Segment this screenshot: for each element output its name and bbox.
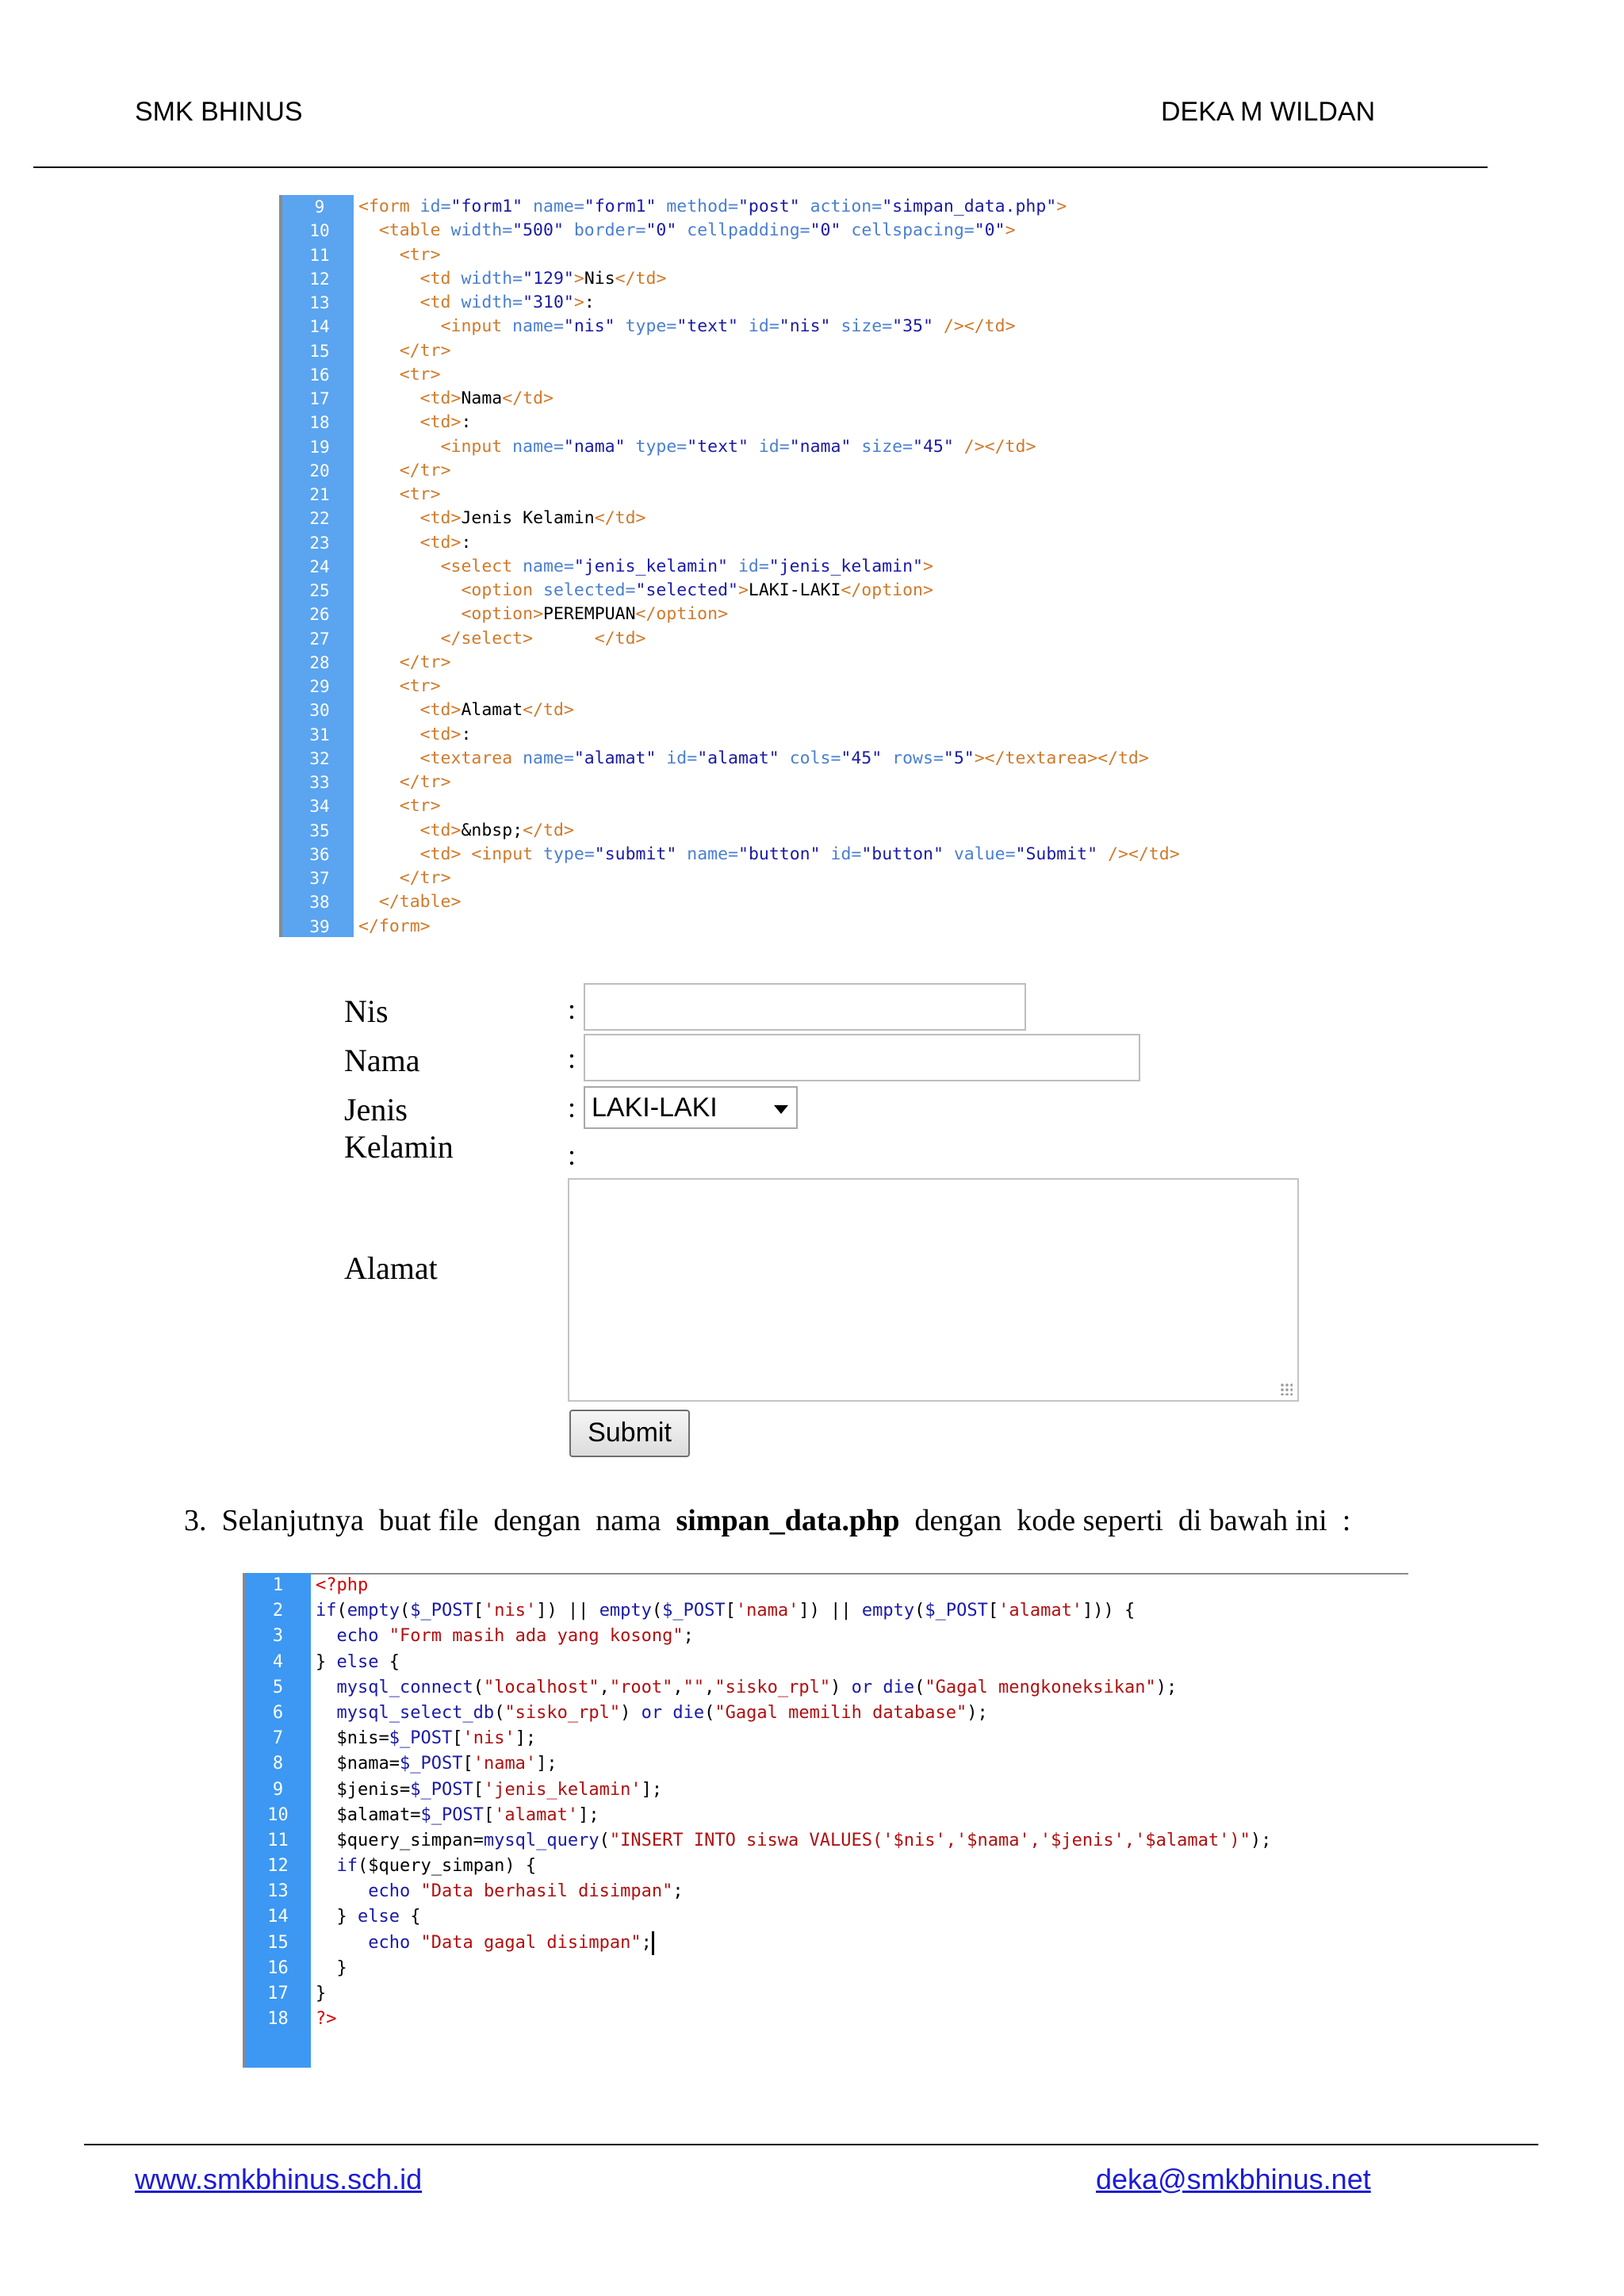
code-line: <input name="nama" type="text" id="nama" size="45" /></td> <box>440 436 1036 457</box>
jenis-kelamin-select[interactable] <box>584 1086 798 1129</box>
line-number: 16 <box>267 1957 289 1978</box>
code-line: </form> <box>358 916 431 936</box>
line-number: 38 <box>309 893 330 913</box>
code-line: $nama=$_POST['nama']; <box>316 1754 557 1774</box>
line-number: 32 <box>309 748 330 768</box>
code-line: <tr> <box>399 364 441 385</box>
code-line: ?> <box>316 2009 337 2030</box>
step-text-after: dengan kode seperti di bawah ini : <box>899 1504 1351 1537</box>
nama-input[interactable] <box>584 1034 1140 1081</box>
code-line: <?php <box>316 1575 369 1595</box>
line-number: 2 <box>272 1601 284 1621</box>
line-number: 30 <box>309 701 330 721</box>
step-filename: simpan_data.php <box>676 1504 900 1537</box>
line-number: 8 <box>272 1754 284 1774</box>
line-number: 14 <box>267 1907 289 1927</box>
line-number: 21 <box>309 485 330 504</box>
line-number: 37 <box>309 869 330 888</box>
alamat-colon: : <box>568 1139 576 1171</box>
nama-colon: : <box>568 1043 576 1074</box>
code-lines <box>358 195 1180 939</box>
code-line: </tr> <box>399 652 451 672</box>
resize-grip-icon[interactable] <box>1280 1383 1293 1395</box>
submit-button[interactable]: Submit <box>569 1410 690 1457</box>
line-number: 26 <box>309 605 330 625</box>
dropdown-arrow-icon <box>774 1105 788 1114</box>
nis-colon: : <box>568 993 576 1025</box>
line-number: 29 <box>309 677 330 696</box>
step-number: 3. <box>184 1504 207 1537</box>
line-number: 28 <box>309 652 330 672</box>
line-number: 17 <box>267 1984 289 2003</box>
line-number: 31 <box>309 725 330 744</box>
line-number: 39 <box>309 916 330 936</box>
alamat-textarea[interactable] <box>568 1178 1299 1402</box>
line-number: 24 <box>309 557 330 576</box>
nis-input[interactable] <box>584 983 1026 1031</box>
line-number: 11 <box>267 1830 289 1850</box>
line-number: 1 <box>272 1575 284 1595</box>
code-line: </select> </td> <box>440 628 646 649</box>
line-number: 36 <box>309 844 330 864</box>
jenis-kelamin-colon: : <box>568 1092 576 1123</box>
line-number: 10 <box>267 1804 289 1825</box>
code-line: </tr> <box>399 868 451 888</box>
line-number: 18 <box>309 413 330 433</box>
code-line: <td> <input type="submit" name="button" id="button" value="Submit" /></td> <box>419 844 1180 864</box>
code-line: } <box>316 1957 347 1978</box>
line-number: 27 <box>309 629 330 649</box>
code-line: <td>: <box>419 412 472 433</box>
code-line: <form id="form1" name="form1" method="post" action="simpan_data.php"> <box>358 197 1067 216</box>
line-number: 19 <box>309 437 330 457</box>
code-line: <table width="500" border="0" cellpadding="0" cellspacing="0"> <box>378 220 1016 241</box>
code-line: <td>Jenis Kelamin</td> <box>419 508 646 529</box>
code-line: <option selected="selected">LAKI-LAKI</option> <box>461 580 933 600</box>
code-line: <select name="jenis_kelamin" id="jenis_kelamin"> <box>440 556 933 576</box>
code-line: $query_simpan=mysql_query("INSERT INTO siswa VALUES('$nis','$nama','$jenis','$alamat')"); <box>316 1830 1272 1850</box>
select-value: LAKI-LAKI <box>592 1093 718 1123</box>
code-line: mysql_connect("localhost","root","","sisko_rpl") or die("Gagal mengkoneksikan"); <box>336 1677 1178 1697</box>
code-line: if($query_simpan) { <box>336 1856 537 1877</box>
step-text-before: Selanjutnya buat file dengan nama <box>221 1504 676 1537</box>
code-line: <td>&nbsp;</td> <box>419 820 574 840</box>
line-number: 12 <box>267 1856 289 1877</box>
line-number: 25 <box>309 581 330 600</box>
line-number: 23 <box>309 533 330 553</box>
code-line: <td>: <box>419 532 472 553</box>
line-number: 22 <box>309 509 330 529</box>
line-number: 15 <box>309 341 330 361</box>
nama-label: Nama <box>344 1043 420 1078</box>
line-number: 4 <box>272 1651 284 1672</box>
line-number: 13 <box>309 293 330 312</box>
line-number: 12 <box>309 269 330 289</box>
line-number-gutter <box>279 195 354 937</box>
line-number: 14 <box>309 317 330 337</box>
code-line: <tr> <box>399 484 441 504</box>
code-line: } <box>316 1984 327 2003</box>
code-line: } else { <box>316 1907 421 1927</box>
jenis-kelamin-label: Jenis Kelamin <box>344 1092 454 1165</box>
line-number-gutter-php <box>243 1573 311 2068</box>
line-number: 7 <box>272 1728 284 1749</box>
code-line: <textarea name="alamat" id="alamat" cols="45" rows="5"></textarea></td> <box>419 748 1149 768</box>
line-number: 6 <box>272 1702 284 1723</box>
code-line: <td>Nama</td> <box>419 388 553 408</box>
php-code-screenshot <box>243 1573 1408 2068</box>
header-right: DEKA M WILDAN <box>1161 97 1376 127</box>
line-number: 18 <box>267 2009 289 2030</box>
nis-label: Nis <box>344 993 389 1029</box>
html-code-screenshot <box>279 195 1326 937</box>
header-left: SMK BHINUS <box>135 97 303 127</box>
footer-email-link[interactable]: deka@smkbhinus.net <box>1096 2163 1371 2195</box>
code-line: echo "Data gagal disimpan"; <box>316 1931 1271 1956</box>
line-number: 10 <box>309 221 330 241</box>
code-line: </tr> <box>399 460 451 480</box>
code-line: $jenis=$_POST['jenis_kelamin']; <box>316 1779 663 1800</box>
code-line: <td width="129">Nis</td> <box>419 268 667 289</box>
line-number: 3 <box>272 1626 284 1647</box>
line-number: 35 <box>309 821 330 840</box>
code-line: <input name="nis" type="text" id="nis" size="35" /></td> <box>440 316 1016 337</box>
code-line: <option>PEREMPUAN</option> <box>461 604 729 625</box>
code-line: <tr> <box>399 244 441 265</box>
code-line: <td>: <box>419 724 472 744</box>
code-line: mysql_select_db("sisko_rpl") or die("Gagal memilih database"); <box>336 1702 988 1723</box>
php-code-lines <box>316 1573 1271 2032</box>
line-number: 20 <box>309 461 330 480</box>
alamat-label: Alamat <box>344 1250 438 1286</box>
code-line: } else { <box>316 1651 400 1672</box>
line-number: 9 <box>314 197 325 216</box>
line-number: 16 <box>309 365 330 385</box>
code-line: echo "Data berhasil disimpan"; <box>368 1881 684 1902</box>
code-line: <td width="310">: <box>419 293 595 312</box>
code-line: <tr> <box>399 676 441 696</box>
line-number: 33 <box>309 773 330 792</box>
code-line: echo "Form masih ada yang kosong"; <box>336 1626 694 1647</box>
code-line: $alamat=$_POST['alamat']; <box>316 1804 599 1825</box>
line-number: 11 <box>309 245 330 265</box>
text-cursor <box>652 1931 654 1955</box>
code-line: <td>Alamat</td> <box>419 700 574 721</box>
footer-rule <box>84 2144 1538 2145</box>
footer-website-link[interactable]: www.smkbhinus.sch.id <box>135 2163 423 2195</box>
line-number: 34 <box>309 797 330 817</box>
code-line: </tr> <box>399 772 451 792</box>
code-line: <tr> <box>399 796 441 817</box>
code-line: if(empty($_POST['nis']) || empty($_POST['nama']) || empty($_POST['alamat'])) { <box>316 1601 1136 1621</box>
code-line: </table> <box>378 892 462 913</box>
header-rule <box>33 166 1488 168</box>
step-paragraph <box>184 1503 1350 1538</box>
line-number: 17 <box>309 389 330 408</box>
line-number: 9 <box>272 1779 284 1800</box>
line-number: 5 <box>272 1677 284 1697</box>
line-number: 13 <box>267 1881 289 1902</box>
line-number: 15 <box>267 1932 289 1953</box>
code-line: $nis=$_POST['nis']; <box>316 1728 537 1749</box>
code-line: </tr> <box>399 340 451 361</box>
